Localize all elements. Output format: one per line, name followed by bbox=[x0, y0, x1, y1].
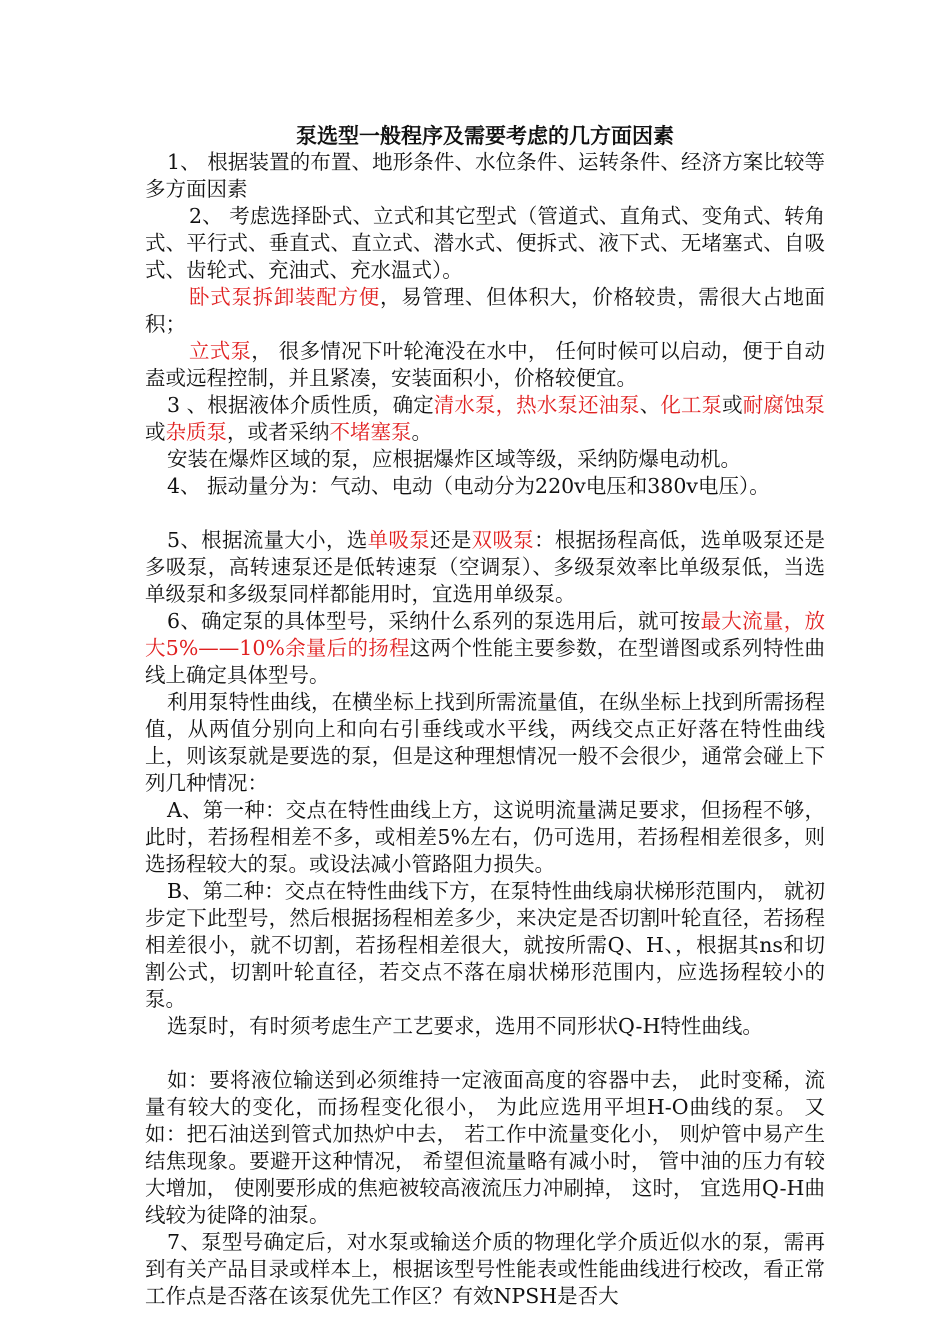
paragraph-10: 利用泵特性曲线，在横坐标上找到所需流量值，在纵坐标上找到所需扬程值，从两值分别向上和向右引垂线或水平线，两线交点正好落在特性曲线上，则该泵就是要选的泵，但是这种理想情况一般不会很少，通常会碰上下列几种情况： bbox=[145, 690, 825, 795]
highlight-text: 杂质泵 bbox=[165, 420, 227, 444]
paragraph-14: 如：要将液位输送到必须维持一定液面高度的容器中去， 此时变稀，流量有较大的变化，而扬程变化很小， 为此应选用平坦H-O曲线的泵。 又如：把石油送到管式加热炉中去， 若工作中流量变化小， 则炉管中易产生结焦现象。要避开这种情况， 希望但流量略有减小时， 管中油的压力有较大增加， 使刚要形成的焦疤被较高液流压力冲刷掉， 这时， 宜选用Q-H曲线较为徒降的油泵。 bbox=[145, 1068, 825, 1227]
paragraph-6: 安装在爆炸区域的泵，应根据爆炸区域等级，采纳防爆电动机。 bbox=[167, 447, 741, 471]
paragraph-15: 7、泵型号确定后，对水泵或输送介质的物理化学介质近似水的泵，需再到有关产品目录或样本上，根据该型号性能表或性能曲线进行校改，看正常工作点是否落在该泵优先工作区？有效NPSH是否大 bbox=[145, 1230, 825, 1308]
highlight-text: 不堵塞泵 bbox=[329, 420, 412, 444]
paragraph-1: 1、 根据装置的布置、地形条件、水位条件、运转条件、经济方案比较等多方面因素 bbox=[145, 150, 825, 201]
paragraph-3: 卧式泵拆卸装配方便，易管理、但体积大，价格较贵，需很大占地面积； bbox=[145, 285, 826, 336]
paragraph-9: 6、确定泵的具体型号，采纳什么系列的泵选用后，就可按最大流量，放大5%——10%余量后的扬程这两个性能主要参数，在型谱图或系列特性曲线上确定具体型号。 bbox=[145, 609, 826, 687]
document-body bbox=[145, 122, 825, 1310]
blank-line bbox=[145, 500, 825, 527]
highlight-text: 卧式泵拆卸装配方便 bbox=[189, 285, 381, 309]
highlight-text: 最大流量，放大5%——10%余量后的扬程 bbox=[145, 609, 826, 660]
paragraph-7: 4、 振动量分为：气动、电动（电动分为220v电压和380v电压）。 bbox=[167, 474, 770, 498]
highlight-text: 单吸泵 bbox=[367, 528, 431, 552]
paragraph-11: A、第一种：交点在特性曲线上方，这说明流量满足要求，但扬程不够，此时，若扬程相差不多，或相差5%左右，仍可选用，若扬程相差很多，则选扬程较大的泵。或设法减小管路阻力损失。 bbox=[145, 798, 825, 876]
paragraph-2: 2、 考虑选择卧式、立式和其它型式（管道式、直角式、变角式、转角式、平行式、垂直式、直立式、潜水式、便拆式、液下式、无堵塞式、自吸式、齿轮式、充油式、充水温式）。 bbox=[145, 204, 825, 282]
highlight-text: 清水泵，热水泵还油泵 bbox=[433, 393, 640, 417]
paragraph-5: 3 、根据液体介质性质，确定清水泵，热水泵还油泵、化工泵或耐腐蚀泵或杂质泵，或者采纳不堵塞泵。 bbox=[145, 393, 826, 444]
highlight-text: 双吸泵 bbox=[471, 528, 535, 552]
blank-line bbox=[145, 1040, 825, 1067]
highlight-text: 化工泵 bbox=[660, 393, 723, 417]
paragraph-4: 立式泵， 很多情况下叶轮淹没在水中， 任何时候可以启动，便于自动盍或远程控制，并且紧凑，安装面积小，价格较便宜。 bbox=[145, 339, 826, 390]
paragraph-13: 选泵时，有时须考虑生产工艺要求，选用不同形状Q-H特性曲线。 bbox=[167, 1014, 763, 1038]
highlight-text: 立式泵 bbox=[189, 339, 252, 363]
document-title: 泵选型一般程序及需要考虑的几方面因素 bbox=[296, 123, 674, 148]
paragraph-8: 5、根据流量大小，选单吸泵还是双吸泵：根据扬程高低，选单吸泵还是多吸泵，高转速泵还是低转速泵（空调泵）、多级泵效率比单级泵低，当选单级泵和多级泵同样都能用时，宜选用单级泵。 bbox=[145, 528, 826, 606]
paragraph-12: B、第二种：交点在特性曲线下方，在泵特性曲线扇状梯形范围内， 就初步定下此型号，然后根据扬程相差多少，来决定是否切割叶轮直径，若扬程相差很小，就不切割，若扬程相差很大，就按所需Q、H、，根据其ns和切割公式，切割叶轮直径，若交点不落在扇状梯形范围内，应选扬程较小的泵。 bbox=[145, 879, 825, 1011]
highlight-text: 耐腐蚀泵 bbox=[742, 393, 826, 417]
